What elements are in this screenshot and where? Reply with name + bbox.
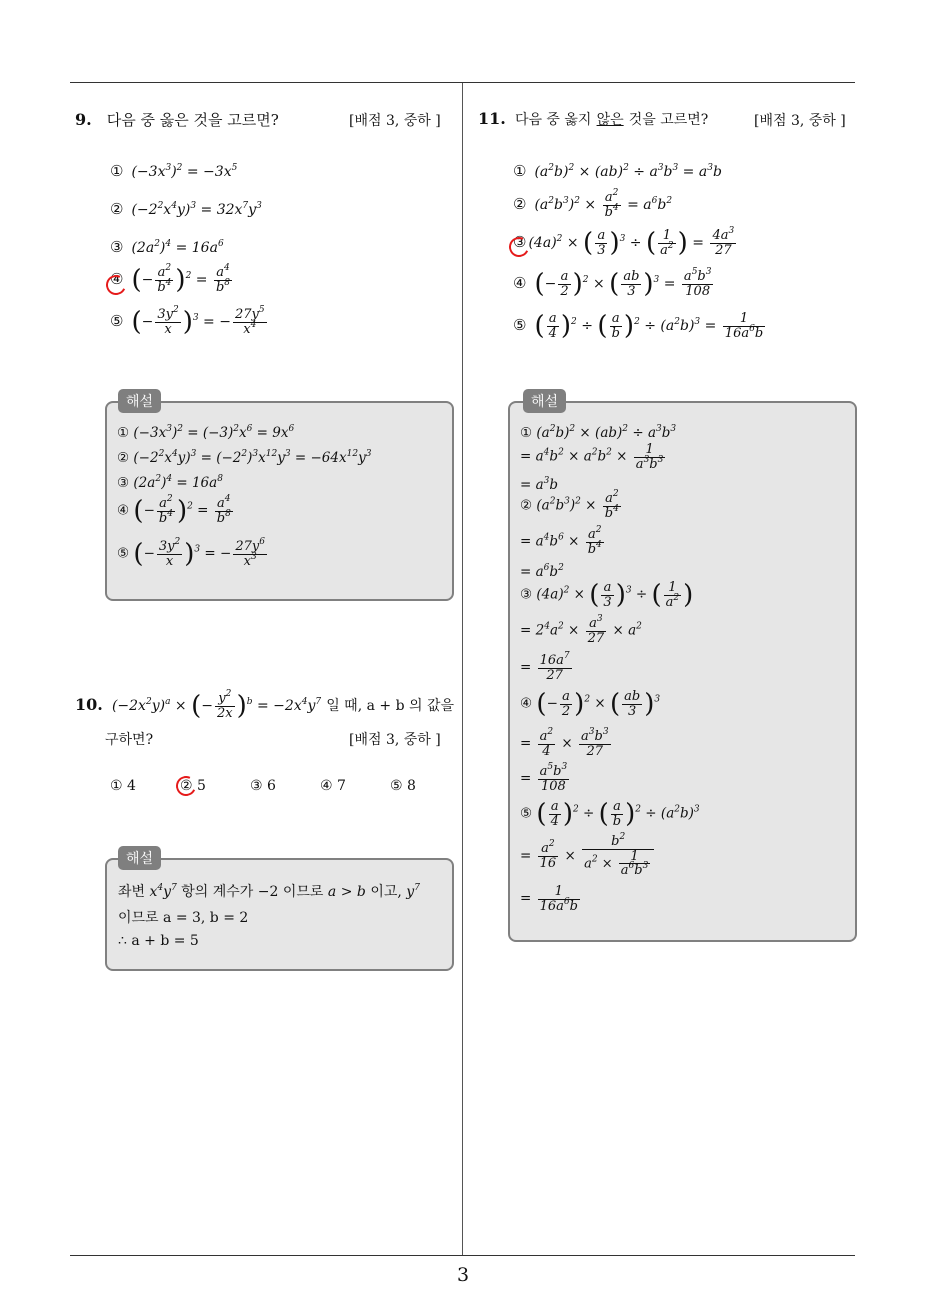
q11-choice-3[interactable]: ③ $(4a)^2$ × ( $\frac{a}{3}$ )$^3$ ÷ ( $\frac{1}{a^2}$ ) = $\frac{4a^3}{27}$ [513, 226, 735, 259]
q10-choice-5[interactable]: ⑤ 8 [390, 778, 416, 794]
q11-exp-line-5: = $a^4b^6$ × $\frac{a^2}{b^4}$ [520, 525, 602, 557]
q9-score: [배점 3, 중하 ] [349, 113, 441, 129]
q11-explanation-tag: 해설 [523, 389, 566, 413]
q11-exp-line-3: = $a^3b$ [520, 476, 559, 493]
q11-exp-line-4: ② $(a^2b^3)^2$ × $\frac{a^2}{b^4}$ [520, 489, 619, 521]
q9-choice-3[interactable]: ③ $(2a^2)^4 = 16a^6$ [110, 238, 224, 256]
q9-number: 9. [75, 110, 92, 129]
bottom-rule [70, 1255, 855, 1256]
q11-exp-line-14: = $\frac{a^2}{16}$ × $b^2$ $a^2$ × $\frac{1}{a^6b^3}$ [520, 835, 656, 878]
q11-text-b: 것을 고르면? [628, 112, 709, 128]
q11-score: [배점 3, 중하 ] [754, 113, 846, 129]
q9-choice-1[interactable]: ① $(-3x^3)^2 = -3x^5$ [110, 162, 238, 180]
q10-text-line2: 구하면? [105, 732, 154, 748]
q11-exp-line-1: ① $(a^2b)^2 \times (ab)^2 \div a^3b^3$ [520, 424, 677, 441]
q10-choice-1[interactable]: ① 4 [110, 778, 136, 794]
q11-exp-line-13: ⑤ ( $\frac{a}{4}$ )$^2$ ÷ ( $\frac{a}{b}$ )$^2 \div (a^2b)^3$ [520, 799, 700, 830]
q11-choice-5[interactable]: ⑤ ( $\frac{a}{4}$ )$^2$ ÷ ( $\frac{a}{b}$ )$^2 \div (a^2b)^3$ = $\frac{1}{16a^6b}$ [513, 311, 764, 342]
q11-text-underlined: 않은 [596, 112, 624, 128]
q9-exp-line-4: ④ (− $\frac{a^2}{b^4}$ )$^2$ = $\frac{a^4}{b^8}$ [117, 494, 231, 527]
q9-choice-2[interactable]: ② $(-2^2x^4y)^3 = 32x^7y^3$ [110, 200, 262, 218]
q11-exp-line-7: ③ $(4a)^2$ × ( $\frac{a}{3}$ )$^3$ ÷ ( $\frac{1}{a^2}$ ) [520, 580, 694, 611]
q10-score: [배점 3, 중하 ] [349, 732, 441, 748]
q10-choice-4[interactable]: ④ 7 [320, 778, 346, 794]
q9-choice-5[interactable]: ⑤ (− $\frac{3y^2}{x}$ )$^3$ = − $\frac{27y^5}{x^4}$ [110, 305, 265, 338]
q9-text: 다음 중 옳은 것을 고르면? [106, 111, 279, 129]
q10-explanation-tag: 해설 [118, 846, 161, 870]
q11-exp-line-12: = $\frac{a^5b^3}{108}$ [520, 762, 568, 794]
q10-header: 10. $(-2x^2y)^a$ × (− $\frac{y^2}{2x}$ )$^b = -2x^4y^7$ 일 때, a + b 의 값을 [75, 689, 455, 722]
q9-explanation-tag: 해설 [118, 389, 161, 413]
q11-exp-line-8: = $2^4a^2$ × $\frac{a^3}{27}$ × $a^2$ [520, 614, 642, 646]
q9-choice-4[interactable]: ④ (− $\frac{a^2}{b^4}$ )$^2$ = $\frac{a^4}{b^8}$ [110, 263, 230, 296]
q10-text-tail: 일 때, a + b 의 값을 [326, 698, 455, 715]
q11-exp-line-2: = $a^4b^2 \times a^2b^2$ × $\frac{1}{a^3b^3}$ [520, 442, 664, 472]
q11-text-a: 다음 중 옳지 [514, 112, 592, 128]
q10-choice-2[interactable]: ② 5 [180, 778, 206, 794]
column-divider [462, 83, 463, 1255]
q10-exp-line-3: ∴ a + b = 5 [118, 933, 199, 949]
q11-number: 11. [478, 109, 506, 128]
q9-exp-line-2: ② $(-2^2x^4y)^3 = (-2^2)^3x^{12}y^3 = -64x^{12}y^3$ [117, 449, 372, 466]
q11-exp-line-6: = $a^6b^2$ [520, 563, 564, 580]
q11-exp-line-15: = $\frac{1}{16a^6b}$ [520, 884, 578, 914]
q11-choice-2[interactable]: ② $(a^2b^3)^2$ × $\frac{a^2}{b^4}$ = $a^6b^2$ [513, 188, 673, 220]
q10-choice-3[interactable]: ③ 6 [250, 778, 276, 794]
q11-choice-1[interactable]: ① $(a^2b)^2 \times (ab)^2 \div a^3b^3 = a^3b$ [513, 162, 722, 180]
q11-exp-line-11: = $\frac{a^2}{4}$ × $\frac{a^3b^3}{27}$ [520, 727, 609, 759]
q9-exp-line-5: ⑤ (− $\frac{3y^2}{x}$ )$^3$ = − $\frac{27y^6}{x^3}$ [117, 537, 265, 570]
q9-header [75, 109, 279, 130]
q9-exp-line-3: ③ $(2a^2)^4 = 16a^8$ [117, 474, 223, 491]
q11-header [478, 109, 708, 129]
page-number: 3 [456, 1264, 470, 1286]
q11-exp-line-9: = $\frac{16a^7}{27}$ [520, 651, 570, 683]
q10-exp-line-2: 이므로 a = 3, b = 2 [118, 910, 249, 926]
q11-exp-line-10: ④ (− $\frac{a}{2}$ )$^2$ × ( $\frac{ab}{3}$ )$^3$ [520, 689, 661, 720]
q9-exp-line-1: ① $(-3x^3)^2 = (-3)^2x^6 = 9x^6$ [117, 424, 295, 441]
q11-choice-4[interactable]: ④ (− $\frac{a}{2}$ )$^2$ × ( $\frac{ab}{3}$ )$^3$ = $\frac{a^5b^3}{108}$ [513, 267, 712, 300]
q10-exp-line-1: 좌변 $x^4y^7$ 항의 계수가 −2 이므로 a > b 이고, $y^7$ [118, 883, 420, 900]
q10-number: 10. [75, 695, 103, 715]
